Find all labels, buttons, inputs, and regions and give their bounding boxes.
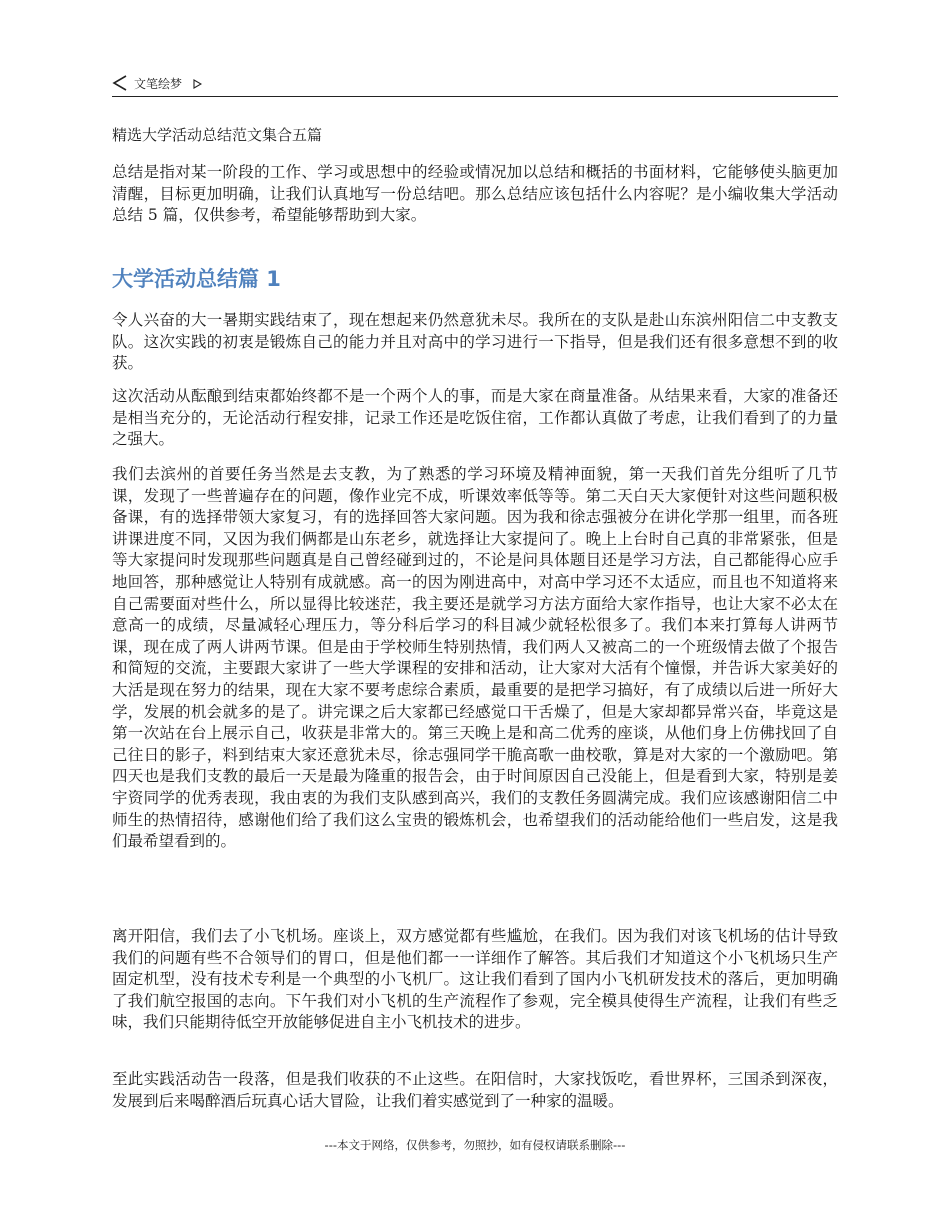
section-heading: 大学活动总结篇 1 xyxy=(112,267,281,291)
body-paragraph: 离开阳信，我们去了小飞机场。座谈上，双方感觉都有些尴尬，在我们。因为我们对该飞机场的估计导致我们的问题有些不合领导们的胃口，但是他们都一一详细作了解答。其后我们才知道这个小飞机场只生产固定机型，没有技术专利是一个典型的小飞机厂。这让我们看到了国内小飞机研发技术的落后，更加明确了我们航空报国的志向。下午我们对小飞机的生产流程作了参观，完全模具使得生产流程，让我们有些乏味，我们只能期待低空开放能够促进自主小飞机技术的进步。 xyxy=(112,927,838,1032)
page-header xyxy=(112,70,838,97)
intro-paragraph: 总结是指对某一阶段的工作、学习或思想中的经验或情况加以总结和概括的书面材料，它能够使头脑更加清醒，目标更加明确，让我们认真地写一份总结吧。那么总结应该包括什么内容呢？是小编收集大学活动总结 5 篇，仅供参考，希望能够帮助到大家。 xyxy=(112,163,838,225)
footer-disclaimer: ---本文于网络，仅供参考，勿照抄，如有侵权请联系删除--- xyxy=(324,1138,626,1152)
body-paragraph: 至此实践活动告一段落，但是我们收获的不止这些。在阳信时，大家找饭吃，看世界杯，三国杀到深夜，发展到后来喝醉酒后玩真心话大冒险，让我们着实感觉到了一种家的温暖。 xyxy=(112,1070,838,1110)
triangle-right-icon xyxy=(192,78,202,88)
body-paragraph: 令人兴奋的大一暑期实践结束了，现在想起来仍然意犹未尽。我所在的支队是赴山东滨州阳信二中支教支队。这次实践的初衷是锻炼自己的能力并且对高中的学习进行一下指导，但是我们还有很多意想不到的收获。 xyxy=(112,311,838,373)
document-title: 精选大学活动总结范文集合五篇 xyxy=(112,126,323,144)
body-paragraph: 我们去滨州的首要任务当然是去支教，为了熟悉的学习环境及精神面貌，第一天我们首先分组听了几节课，发现了一些普遍存在的问题，像作业完不成，听课效率低等等。第二天白天大家便针对这些问题积极备课，有的选择带领大家复习，有的选择回答大家问题。因为我和徐志强被分在讲化学那一组里，而各班讲课进度不同，又因为我们俩都是山东老乡，就选择让大家提问了。晚上上台时自己真的非常紧张，但是等大家提问时发现那些问题真是自己曾经碰到过的，不论是问具体题目还是学习方法，自己都能得心应手地回答，那种感觉让人特别有成就感。高一的因为刚进高中，对高中学习还不太适应，而且也不知道将来自己需要面对些什么，所以显得比较迷茫，我主要还是就学习方法方面给大家作指导，也让大家不必太在意高一的成绩，尽量减轻心理压力，等分科后学习的科目减少就轻松很多了。我们本来打算每人讲两节课，现在成了两人讲两节课。但是由于学校师生特别热情，我们两人又被高二的一个班级情去做了个报告和简短的交流，主要跟大家讲了一些大学课程的安排和活动，让大家对大活有个憧憬，并告诉大家美好的大活是现在努力的结果，现在大家不要考虑综合素质，最重要的是把学习搞好，有了成绩以后进一所好大学，发展的机会就多的是了。讲完课之后大家都已经感觉口干舌燥了，但是大家却都异常兴奋，毕竟这是第一次站在台上展示自己，收获是非常大的。第三天晚上是和高二优秀的座谈，从他们身上仿佛找回了自己往日的影子，料到结束大家还意犹未尽，徐志强同学干脆高歌一曲校歌，算是对大家的一个激励吧。第四天也是我们支教的最后一天是最为隆重的报告会，由于时间原因自己没能上，但是看到大家，特别是姜宇资同学的优秀表现，我由衷的为我们支队感到高兴，我们的支教任务圆满完成。我们应该感谢阳信二中师生的热情招待，感谢他们给了我们这么宝贵的锻炼机会，也希望我们的活动能给他们一些启发，这是我们最希望看到的。 xyxy=(112,465,838,851)
brand-label: 文笔绘梦 xyxy=(134,76,183,91)
triangle-left-icon xyxy=(112,75,128,91)
body-paragraph: 这次活动从酝酿到结束都始终都不是一个两个人的事，而是大家在商量准备。从结果来看，大家的准备还是相当充分的，无论活动行程安排，记录工作还是吃饭住宿，工作都认真做了考虑，让我们看到了的力量之强大。 xyxy=(112,387,838,449)
